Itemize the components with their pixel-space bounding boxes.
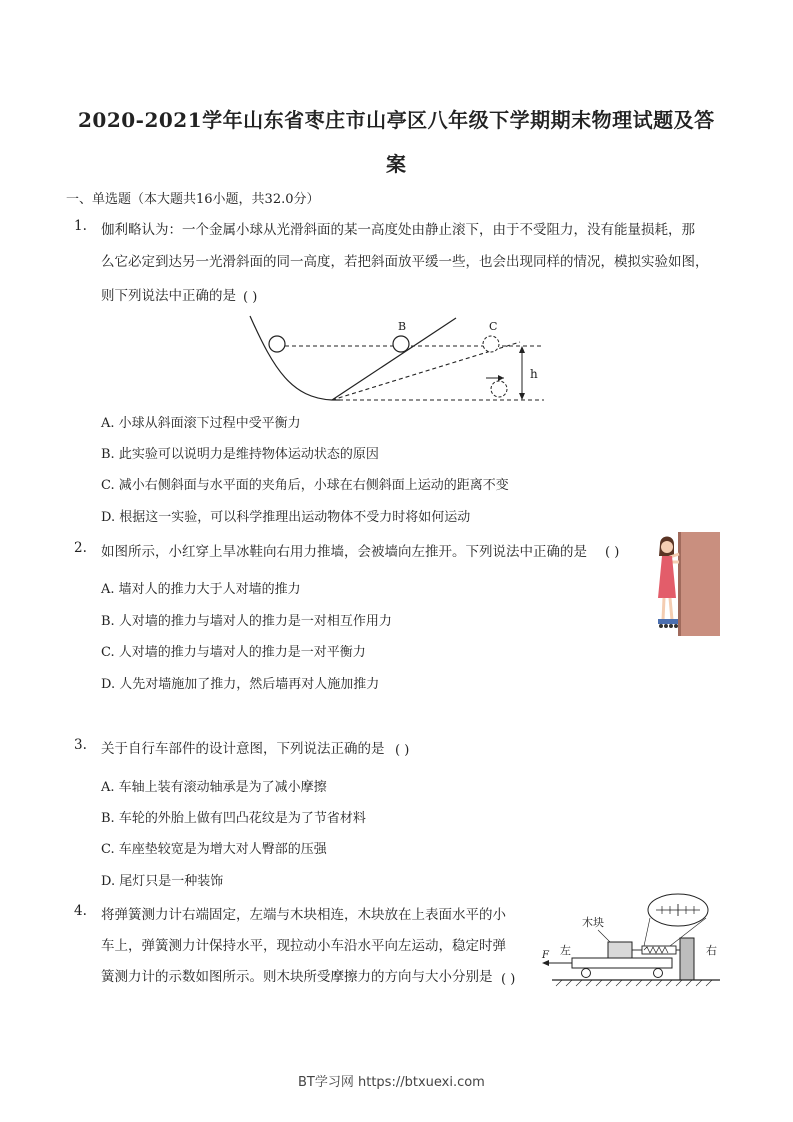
head	[661, 541, 673, 553]
question-text-line: 关于自行车部件的设计意图，下列说法正确的是	[101, 741, 385, 757]
label-h: h	[530, 367, 538, 381]
footer-watermark: BT学习网 https://btxuexi.com	[298, 1075, 485, 1090]
force-label: F	[542, 950, 549, 961]
section-heading: 一、单选题（本大题共16小题，共32.0分）	[66, 192, 320, 207]
option-b: B. 此实验可以说明力是维持物体运动状态的原因	[101, 447, 379, 462]
motion-arrow-head	[498, 375, 504, 381]
height-arrow-top	[519, 346, 525, 353]
wall-edge	[678, 532, 681, 636]
option-b: B. 人对墙的推力与墙对人的推力是一对相互作用力	[101, 614, 392, 629]
option-c: C. 人对墙的推力与墙对人的推力是一对平衡力	[101, 645, 366, 660]
skate-wheel	[659, 624, 663, 628]
wall	[680, 532, 720, 636]
fixed-post	[680, 938, 694, 980]
option-d: D. 人先对墙施加了推力，然后墙再对人施加推力	[101, 677, 380, 692]
left-incline-curve	[250, 316, 332, 400]
option-a: A. 小球从斜面滚下过程中受平衡力	[101, 416, 301, 431]
magnifier-guide	[644, 918, 650, 946]
skate-right	[668, 619, 678, 624]
spring-scale-cart-figure	[538, 892, 722, 988]
question-number: 2.	[74, 540, 87, 556]
label-c: C	[489, 320, 498, 333]
question-text-line: 么它必定到达另一光滑斜面的同一高度，若把斜面放平缓一些，也会出现同样的情况，模拟实验如图，	[101, 254, 709, 270]
ball-c	[483, 336, 499, 352]
cart-wheel	[654, 969, 663, 978]
right-label: 右	[706, 944, 717, 957]
question-text-line: 将弹簧测力计右端固定，左端与木块相连，木块放在上表面水平的小	[101, 907, 506, 923]
girl-pushing-wall-figure	[650, 532, 720, 636]
page-title-line-1: 2020-2021学年山东省枣庄市山亭区八年级下学期期末物理试题及答	[78, 108, 715, 132]
question-number: 4.	[74, 903, 87, 919]
option-c: C. 车座垫较宽是为增大对人臀部的压强	[101, 842, 327, 857]
block-label-pointer	[598, 930, 610, 942]
left-label: 左	[560, 944, 571, 957]
option-c: C. 减小右侧斜面与水平面的夹角后，小球在右侧斜面上运动的距离不变	[101, 478, 509, 493]
option-a: A. 车轴上装有滚动轴承是为了减小摩擦	[101, 780, 327, 795]
incline-experiment-figure	[240, 312, 550, 408]
ball-start	[269, 336, 285, 352]
right-steep-incline	[332, 318, 456, 400]
cart-body	[572, 958, 672, 968]
ball-far	[491, 381, 507, 397]
option-a: A. 墙对人的推力大于人对墙的推力	[101, 582, 301, 597]
question-text-line: 如图所示，小红穿上旱冰鞋向右用力推墙，会被墙向左推开。下列说法中正确的是	[101, 544, 587, 560]
option-d: D. 根据这一实验，可以科学推理出运动物体不受力时将如何运动	[101, 510, 471, 525]
legs	[663, 598, 672, 620]
question-text-line: 簧测力计的示数如图所示。则木块所受摩擦力的方向与大小分别是	[101, 969, 493, 985]
skate-wheel	[669, 624, 673, 628]
question-text-line: 则下列说法中正确的是	[101, 288, 236, 304]
question-number: 3.	[74, 737, 87, 753]
skate-left	[658, 619, 668, 624]
answer-parentheses: ( )	[501, 972, 516, 987]
block-label: 木块	[582, 916, 604, 929]
answer-parentheses: ( )	[605, 545, 620, 560]
ball-b	[393, 336, 409, 352]
option-d: D. 尾灯只是一种装饰	[101, 874, 224, 889]
answer-parentheses: ( )	[395, 743, 410, 758]
skate-wheel	[664, 624, 668, 628]
option-b: B. 车轮的外胎上做有凹凸花纹是为了节省材料	[101, 811, 366, 826]
wood-block	[608, 942, 632, 958]
cart-wheel	[582, 969, 591, 978]
page-title-line-2: 案	[386, 152, 407, 176]
question-text-line: 车上，弹簧测力计保持水平，现拉动小车沿水平向左运动，稳定时弹	[101, 938, 506, 954]
ground-hatch	[556, 980, 712, 986]
question-text-line: 伽利略认为：一个金属小球从光滑斜面的某一高度处由静止滚下，由于不受阻力，没有能量损耗，那	[101, 222, 695, 238]
answer-parentheses: ( )	[243, 290, 258, 305]
question-number: 1.	[74, 218, 87, 234]
height-arrow-bottom	[519, 393, 525, 400]
skate-wheel	[674, 624, 678, 628]
label-b: B	[398, 320, 407, 333]
